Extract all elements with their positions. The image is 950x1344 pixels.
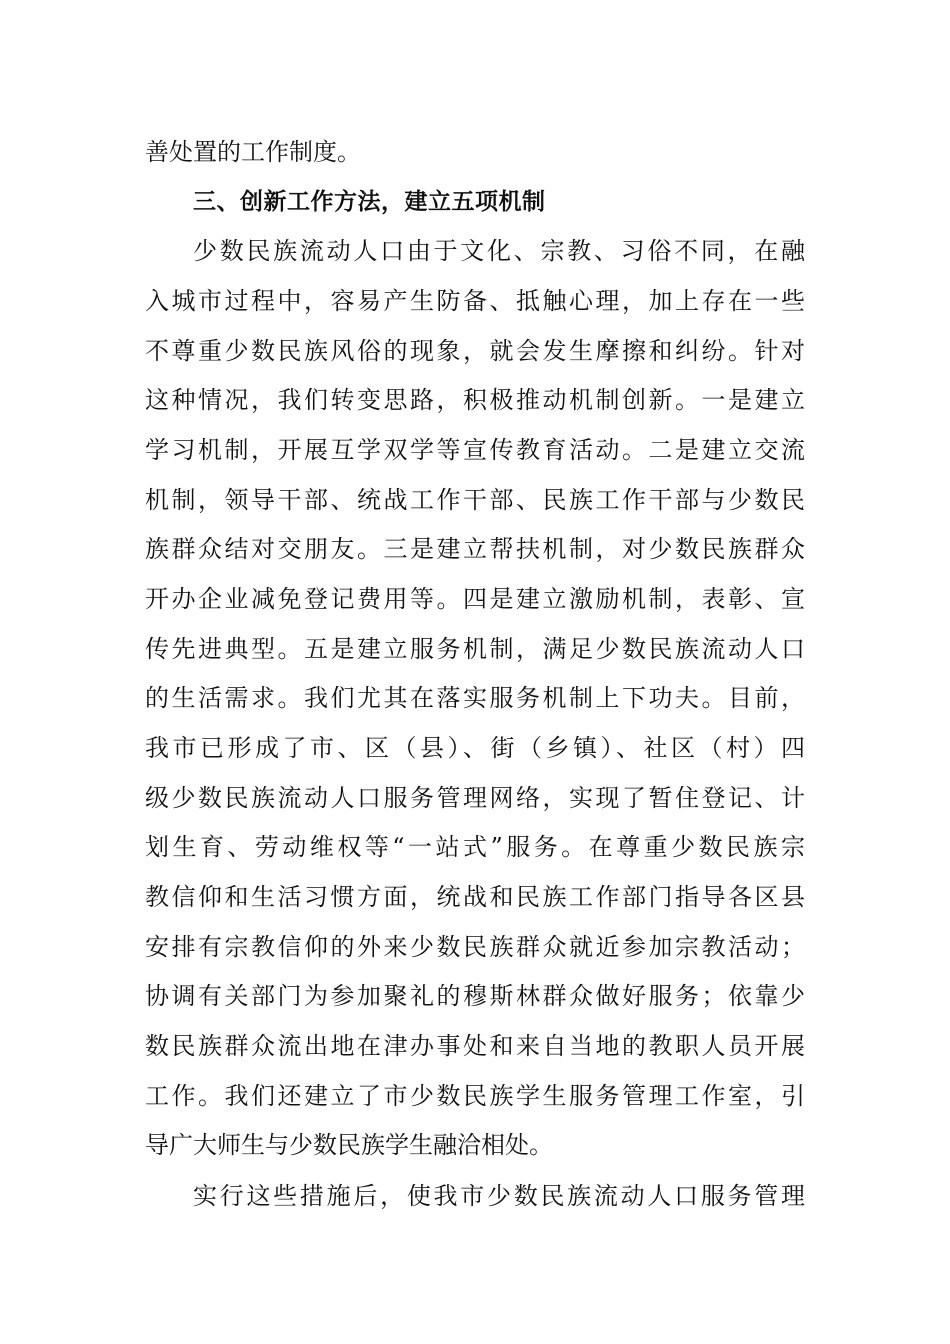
- paragraph-line: 数民族群众流出地在津办事处和来自当地的教职人员开展: [145, 1032, 805, 1060]
- paragraph-line: 这种情况，我们转变思路，积极推动机制创新。一是建立: [145, 386, 805, 414]
- paragraph-line: 不尊重少数民族风俗的现象，就会发生摩擦和纠纷。针对: [145, 337, 805, 365]
- paragraph-line: 开办企业减免登记费用等。四是建立激励机制，表彰、宣: [145, 585, 805, 613]
- paragraph-line: 学习机制，开展互学双学等宣传教育活动。二是建立交流: [145, 436, 805, 464]
- paragraph-line: 级少数民族流动人口服务管理网络，实现了暂住登记、计: [145, 784, 805, 812]
- paragraph-line: 传先进典型。五是建立服务机制，满足少数民族流动人口: [145, 635, 805, 663]
- paragraph-line: 安排有宗教信仰的外来少数民族群众就近参加宗教活动；: [145, 933, 805, 961]
- paragraph-line: 划生育、劳动维权等“一站式”服务。在尊重少数民族宗: [145, 833, 805, 861]
- paragraph-line: 族群众结对交朋友。三是建立帮扶机制，对少数民族群众: [145, 535, 805, 563]
- paragraph-line: 机制，领导干部、统战工作干部、民族工作干部与少数民: [145, 486, 805, 514]
- paragraph-line: 少数民族流动人口由于文化、宗教、习俗不同，在融: [193, 237, 805, 265]
- paragraph-line: 我市已形成了市、区（县）、街（乡镇）、社区（村）四: [145, 734, 805, 762]
- paragraph-line: 协调有关部门为参加聚礼的穆斯林群众做好服务；依靠少: [145, 982, 805, 1010]
- paragraph-line: 教信仰和生活习惯方面，统战和民族工作部门指导各区县: [145, 883, 805, 911]
- paragraph-line: 导广大师生与少数民族学生融洽相处。: [145, 1131, 553, 1159]
- paragraph-line: 实行这些措施后，使我市少数民族流动人口服务管理: [193, 1182, 805, 1210]
- paragraph-line: 善处置的工作制度。: [145, 138, 361, 166]
- paragraph-line: 入城市过程中，容易产生防备、抵触心理，加上存在一些: [145, 287, 805, 315]
- paragraph-line: 工作。我们还建立了市少数民族学生服务管理工作室，引: [145, 1082, 805, 1110]
- paragraph-line: 的生活需求。我们尤其在落实服务机制上下功夫。目前，: [145, 684, 805, 712]
- section-heading: 三、创新工作方法，建立五项机制: [193, 189, 546, 215]
